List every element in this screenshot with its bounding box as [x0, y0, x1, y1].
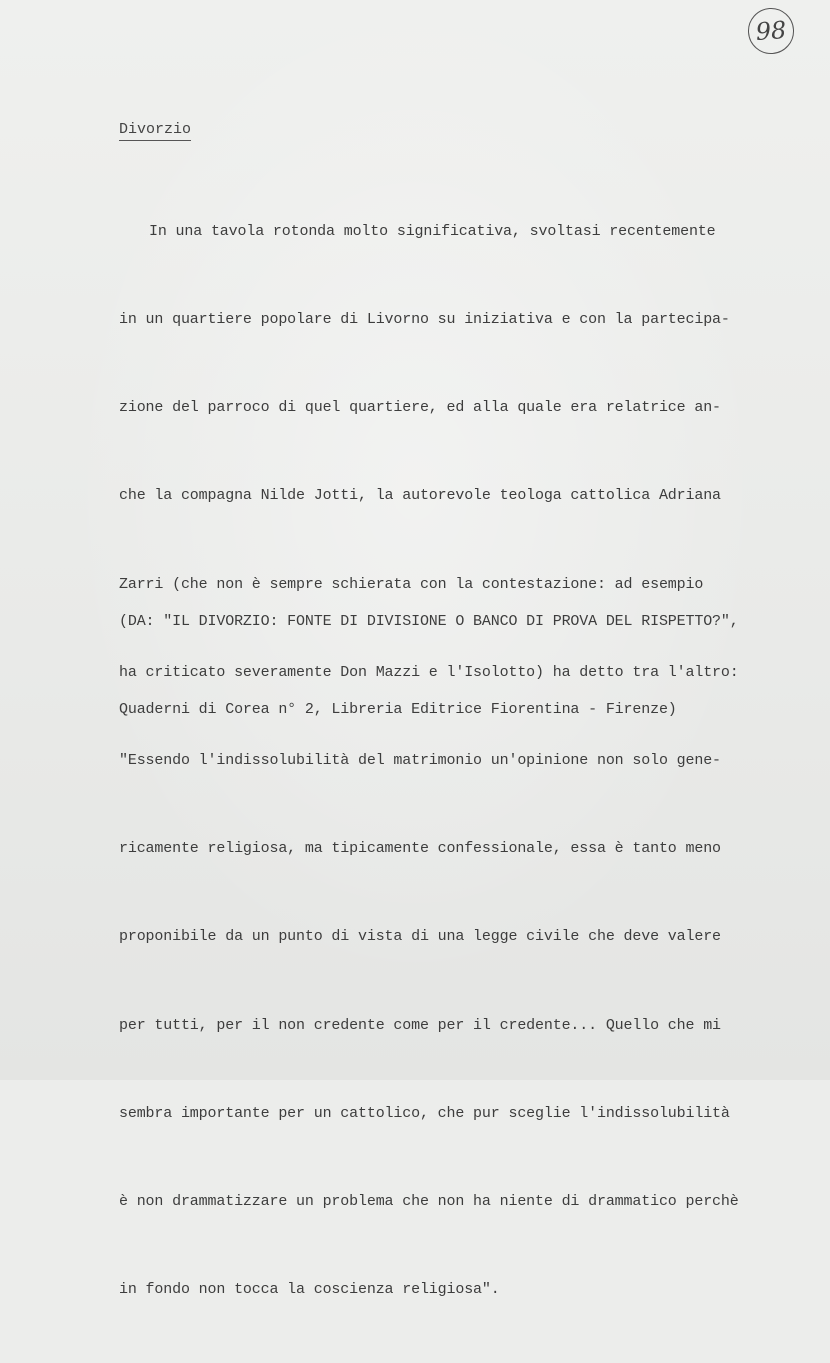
body-line: zione del parroco di quel quartiere, ed alla quale era relatrice an- — [119, 399, 721, 417]
body-line: ricamente religiosa, ma tipicamente confessionale, essa è tanto meno — [119, 840, 721, 858]
source-citation — [119, 548, 824, 783]
body-line: è non drammatizzare un problema che non ha niente di drammatico perchè — [119, 1193, 739, 1211]
body-line: che la compagna Nilde Jotti, la autorevole teologa cattolica Adriana — [119, 487, 721, 505]
body-line: In una tavola rotonda molto significativa, svoltasi recentemente — [149, 222, 716, 240]
body-line: "Essendo l'indissolubilità del matrimonio un'opinione non solo gene- — [119, 752, 721, 770]
body-line: Zarri (che non è sempre schierata con la contestazione: ad esempio — [119, 575, 704, 593]
source-line: (DA: "IL DIVORZIO: FONTE DI DIVISIONE O BANCO DI PROVA DEL RISPETTO?", — [119, 612, 739, 630]
document-title: Divorzio — [119, 120, 191, 141]
body-line: proponibile da un punto di vista di una legge civile che deve valere — [119, 928, 721, 946]
body-line: per tutti, per il non credente come per il credente... Quello che mi — [119, 1016, 721, 1034]
source-line: Quaderni di Corea n° 2, Libreria Editrice Fiorentina - Firenze) — [119, 701, 677, 719]
page-number-stamp: 98 — [746, 6, 795, 55]
body-line: sembra importante per un cattolico, che pur sceglie l'indissolubilità — [119, 1104, 730, 1122]
body-line: in fondo non tocca la coscienza religiosa". — [119, 1281, 500, 1299]
body-line: in un quartiere popolare di Livorno su iniziativa e con la partecipa- — [119, 311, 730, 329]
body-line: ha criticato severamente Don Mazzi e l'Isolotto) ha detto tra l'altro: — [119, 663, 739, 681]
